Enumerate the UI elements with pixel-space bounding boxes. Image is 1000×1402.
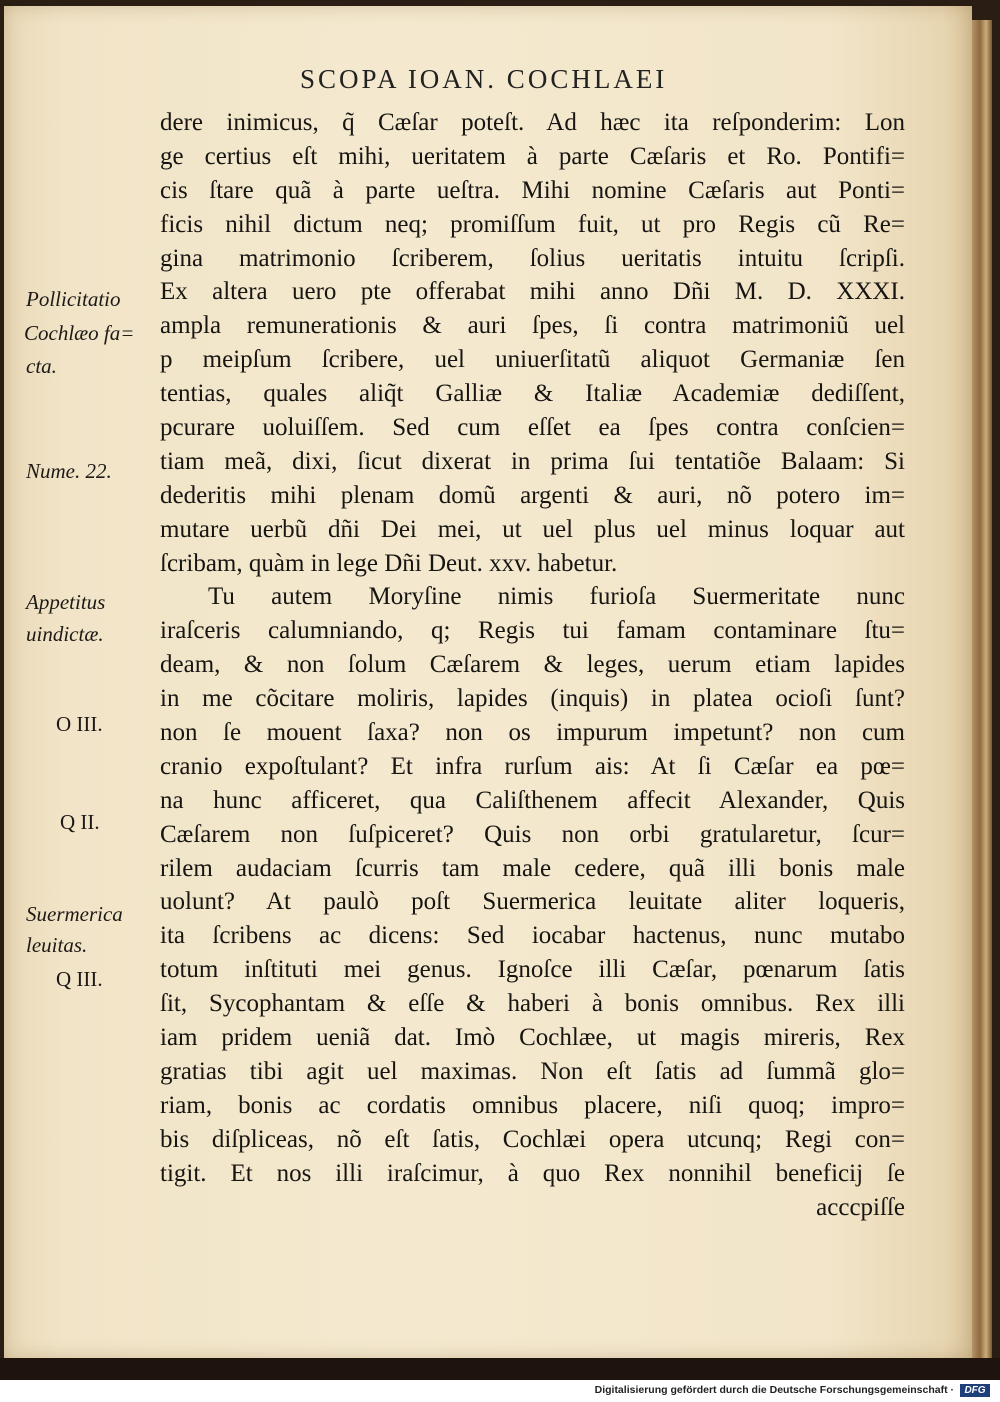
paragraph-start-line: Tu autem Moryſine nimis furioſa Suermeritate nunc — [208, 583, 905, 611]
text-line: gratias tibi agit uel maximas. Non eſt ſatis ad ſummã glo= — [160, 1057, 905, 1085]
text-line: tentias, quales aliq̃t Galliæ & Italiæ Academiæ dediſſent, — [160, 380, 905, 408]
text-line: bis diſpliceas, nõ eſt ſatis, Cochlæi opera utcunq; Regi con= — [160, 1125, 905, 1153]
text-line: p meipſum ſcribere, uel uniuerſitatũ aliquot Germaniæ ſen — [160, 346, 905, 374]
text-line: iraſceris calumniando, q; Regis tui famam contaminare ſtu= — [160, 617, 905, 645]
signature-mark: Q III. — [56, 967, 103, 991]
text-line: na hunc afficeret, qua Caliſthenem affecit Alexander, Quis — [160, 786, 905, 814]
book-page-edge — [972, 20, 992, 1360]
margin-note-pollicitatio: cta. — [26, 354, 57, 378]
margin-note-suermerica: leuitas. — [26, 933, 88, 957]
running-head: SCOPA IOAN. COCHLAEI — [300, 64, 668, 94]
text-line: dere inimicus, q̃ Cæſar poteſt. Ad hæc ita reſponderim: Lon — [160, 109, 905, 136]
text-line: uolunt? At paulò poſt Suermerica leuitate aliter loqueris, — [160, 888, 905, 916]
text-line: cranio expoſtulant? Et infra rurſum ais: At ſi Cæſar ea pœ= — [160, 752, 905, 780]
text-line: ampla remunerationis & auri ſpes, ſi contra matrimoniũ uel — [160, 312, 905, 340]
text-line: pcurare uoluiſſem. Sed cum eſſet ea ſpes contra conſcien= — [160, 414, 905, 442]
text-line: rilem audaciam ſcurris tam male cedere, quã illi bonis male — [160, 854, 905, 882]
text-line: mutare uerbũ dñi Dei mei, ut uel plus uel minus loquar aut — [160, 515, 905, 543]
signature-mark: Q II. — [60, 810, 100, 834]
text-line: tiam meã, dixi, ſicut dixerat in prima ſui tentatiõe Balaam: Si — [160, 447, 905, 475]
text-line: cis ſtare quã à parte ueſtra. Mihi nomine Cæſaris aut Ponti= — [160, 176, 905, 204]
text-line: Ex altera uero pte offerabat mihi anno Dñi M. D. XXXI. — [160, 278, 905, 306]
text-line: ita ſcribens ac dicens: Sed iocabar hactenus, nunc mutabo — [160, 922, 905, 950]
margin-note-appetitus: Appetitus — [26, 590, 106, 614]
scan-bottom-border — [0, 1358, 1000, 1380]
text-line: ficis nihil dictum neq; promiſſum fuit, ut pro Regis cũ Re= — [160, 210, 905, 238]
text-line: deam, & non ſolum Cæſarem & leges, uerum etiam lapides — [160, 651, 905, 679]
text-line: totum inſtituti mei genus. Ignoſce illi Cæſar, pœnarum ſatis — [160, 956, 905, 984]
text-line: Cæſarem non ſuſpiceret? Quis non orbi gratularetur, ſcur= — [160, 820, 905, 848]
text-line: tigit. Et nos illi iraſcimur, à quo Rex nonnihil beneficij ſe — [160, 1159, 905, 1187]
text-line: dederitis mihi plenam domũ argenti & auri, nõ potero im= — [160, 481, 905, 509]
funding-credit: Digitalisierung gefördert durch die Deutsche Forschungsgemeinschaft · — [594, 1384, 954, 1396]
footer-bar — [0, 1380, 1000, 1402]
text-line: in me cõcitare moliris, lapides (inquis) in platea ocioſi ſunt? — [160, 685, 905, 713]
margin-note-suermerica: Suermerica — [26, 902, 123, 926]
text-line: ge certius eſt mihi, ueritatem à parte Cæſaris et Ro. Pontifi= — [160, 142, 905, 170]
dfg-logo: DFG — [960, 1384, 990, 1397]
catchword: acccpiſſe — [816, 1193, 905, 1221]
margin-note-numeri: Nume. 22. — [26, 459, 112, 483]
text-line: non ſe mouent ſaxa? non os impurum impetunt? non cum — [160, 719, 905, 747]
text-line: gina matrimonio ſcriberem, ſolius ueritatis intuitu ſcripſi. — [160, 244, 905, 272]
margin-note-pollicitatio: Cochlæo fa= — [24, 321, 135, 345]
signature-mark: O III. — [56, 712, 103, 736]
main-text-block — [160, 106, 905, 1224]
text-line: ſcribam, quàm in lege Dñi Deut. xxv. habetur. — [160, 549, 618, 577]
text-line: ſit, Sycophantam & eſſe & haberi à bonis omnibus. Rex illi — [160, 990, 905, 1018]
text-line: iam pridem ueniã dat. Imò Cochlæe, ut magis mireris, Rex — [160, 1024, 905, 1052]
margin-note-pollicitatio: Pollicitatio — [26, 287, 121, 311]
text-line: riam, bonis ac cordatis omnibus placere, niſi quoq; impro= — [160, 1091, 905, 1119]
margin-note-appetitus: uindictæ. — [26, 622, 104, 646]
